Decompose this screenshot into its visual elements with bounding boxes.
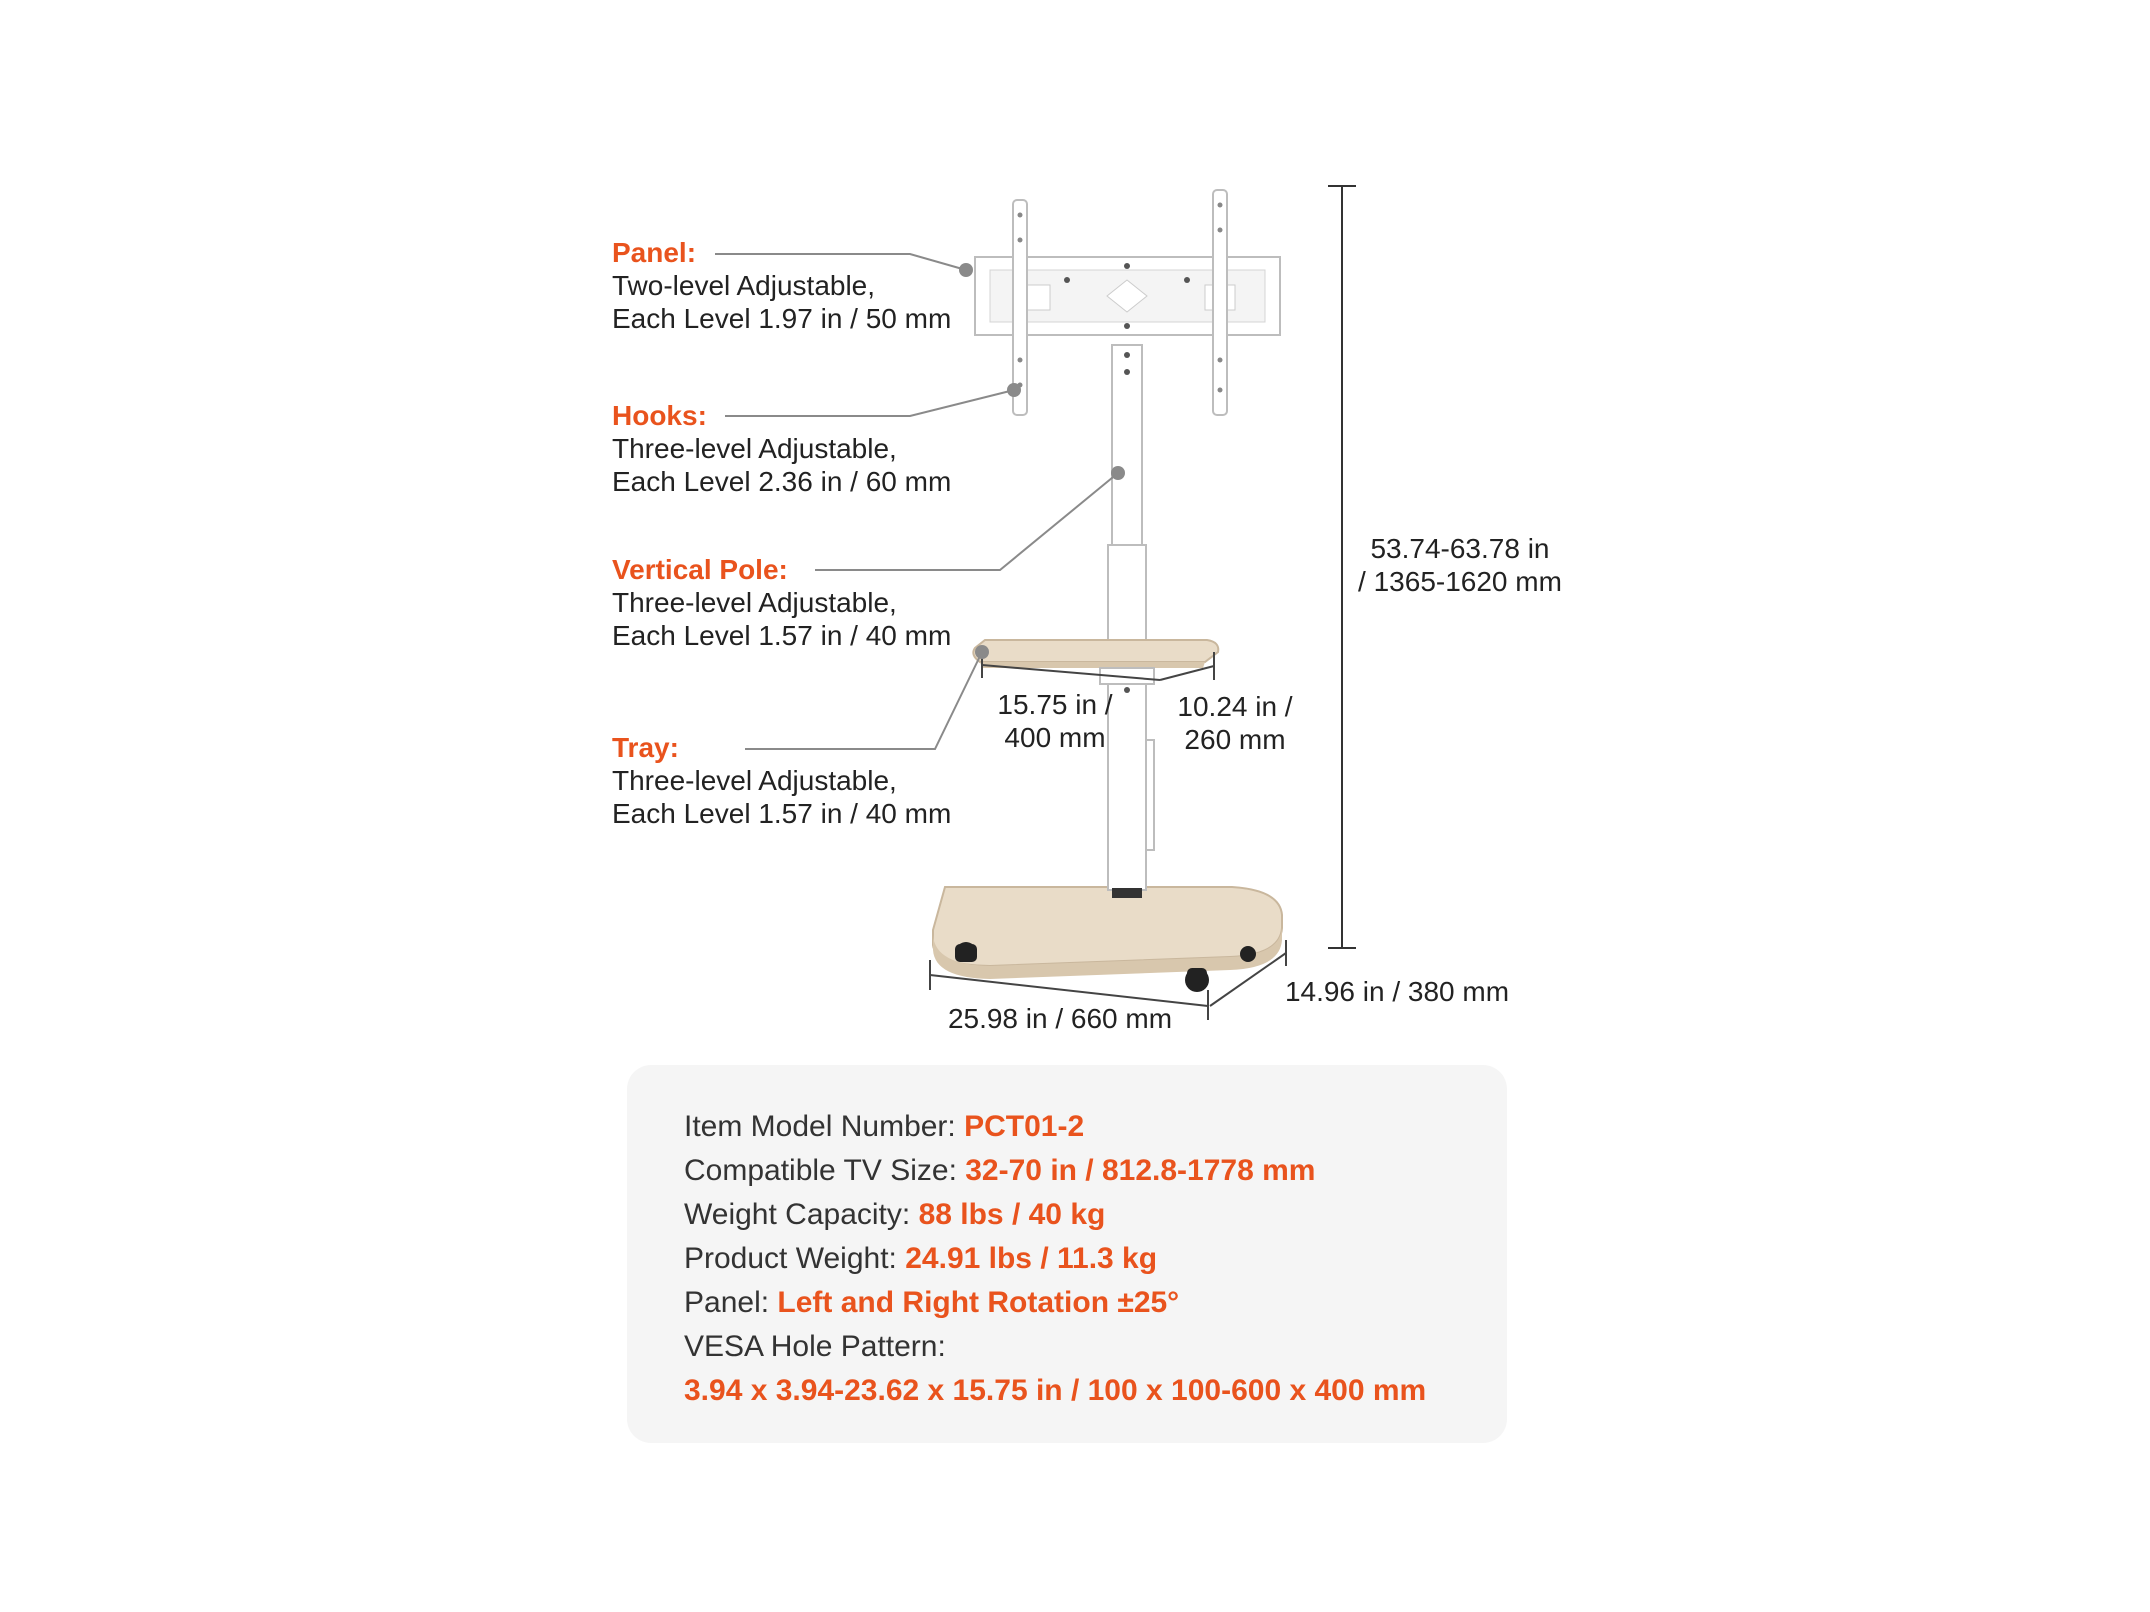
tray-shelf [973, 640, 1218, 684]
spec-row-tv-size [684, 1149, 1426, 1193]
spec-row-vesa-value [684, 1369, 1426, 1413]
tray-depth-line2: 260 mm [1184, 724, 1286, 755]
spec-row-weight [684, 1237, 1426, 1281]
spec-label: Product Weight: [684, 1242, 906, 1275]
callout-pole-line2: Each Level 1.57 in / 40 mm [612, 620, 952, 651]
spec-row-model [684, 1105, 1426, 1149]
tray-width-line2: 400 mm [1004, 722, 1106, 753]
base-depth-label: 14.96 in / 380 mm [1284, 976, 1510, 1007]
callout-hooks-line1: Three-level Adjustable, [612, 433, 897, 464]
callout-tray-title: Tray: [612, 732, 679, 763]
spec-label: Item Model Number: [684, 1110, 965, 1143]
spec-value: 24.91 lbs / 11.3 kg [905, 1242, 1158, 1275]
spec-value: 32-70 in / 812.8-1778 mm [965, 1154, 1316, 1187]
spec-label: Compatible TV Size: [684, 1154, 966, 1187]
spec-label: Weight Capacity: [684, 1198, 919, 1231]
tray-depth-label [1145, 690, 1325, 756]
callout-tray-line2: Each Level 1.57 in / 40 mm [612, 798, 952, 829]
spec-card [627, 1065, 1507, 1443]
spec-value: PCT01-2 [964, 1110, 1085, 1143]
height-line2: / 1365-1620 mm [1358, 566, 1562, 597]
tray-width-line1: 15.75 in / [997, 689, 1113, 720]
spec-label: Panel: [684, 1286, 778, 1319]
tray-width-label [965, 688, 1145, 754]
callout-pole-line1: Three-level Adjustable, [612, 587, 897, 618]
callout-pole-title: Vertical Pole: [612, 554, 788, 585]
vertical-pole [1108, 345, 1154, 898]
spec-value: 88 lbs / 40 kg [918, 1198, 1106, 1231]
spec-list [684, 1105, 1426, 1413]
callout-hooks-title: Hooks: [612, 400, 707, 431]
spec-value: Left and Right Rotation ±25° [777, 1286, 1180, 1319]
base-width-label: 25.98 in / 660 mm [947, 1003, 1173, 1034]
callout-panel [612, 236, 951, 335]
spec-value: 3.94 x 3.94-23.62 x 15.75 in / 100 x 100-600 x 400 mm [684, 1374, 1427, 1407]
spec-row-vesa-label [684, 1325, 1426, 1369]
callout-panel-title: Panel: [612, 237, 697, 268]
tray-depth-line1: 10.24 in / [1177, 691, 1293, 722]
height-line1: 53.74-63.78 in [1370, 533, 1550, 564]
callout-panel-line2: Each Level 1.97 in / 50 mm [612, 303, 952, 334]
height-dimension-label [1340, 532, 1580, 598]
callout-panel-line1: Two-level Adjustable, [612, 270, 876, 301]
callout-vertical-pole [612, 553, 951, 652]
callout-hooks [612, 399, 951, 498]
callout-tray-line1: Three-level Adjustable, [612, 765, 897, 796]
spec-row-capacity [684, 1193, 1426, 1237]
spec-label: VESA Hole Pattern: [684, 1330, 946, 1363]
spec-row-panel [684, 1281, 1426, 1325]
base-board [933, 887, 1282, 979]
callout-hooks-line2: Each Level 2.36 in / 60 mm [612, 466, 952, 497]
callout-tray [612, 731, 951, 830]
